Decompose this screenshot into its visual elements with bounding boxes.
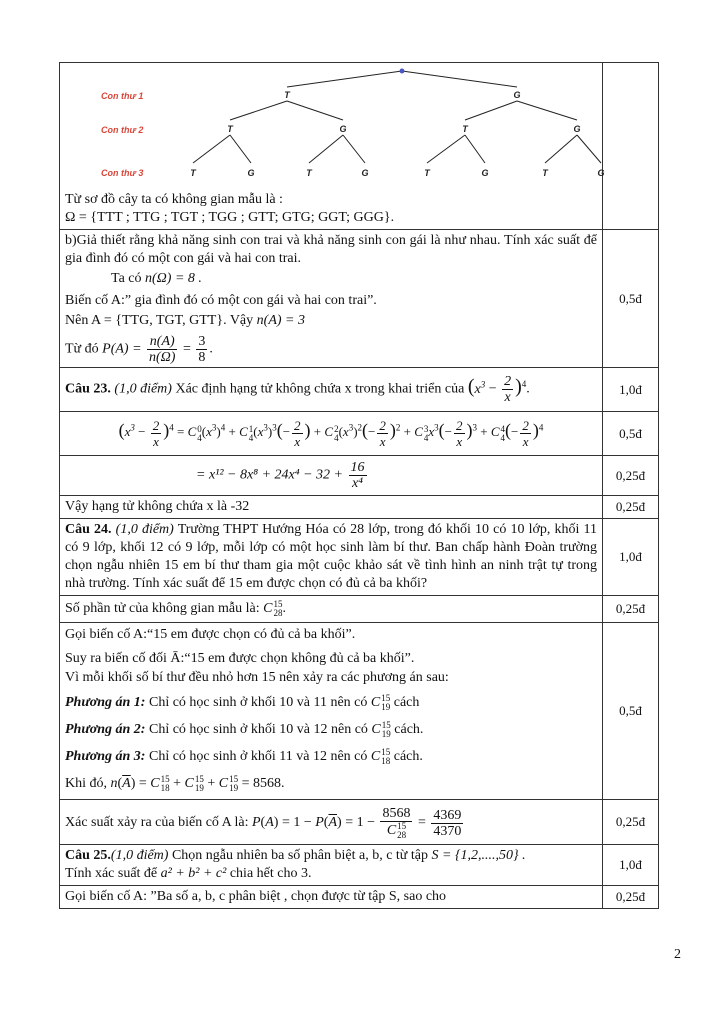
q24-points: (1,0 điểm) — [115, 522, 174, 537]
q22b-text: b)Giả thiết rằng khả năng sinh con trai và khả năng sinh con gái là như nhau. Tính xác suất để gia đình đó có một con gái và hai con trai. — [65, 233, 597, 266]
q24-text: Trường THPT Hướng Hóa có 28 lớp, trong đó khối 10 có 10 lớp, khối 11 có 9 lớp, khối 12 có 9 lớp, mỗi lớp có một học sinh làm bí thư. Ban chấp hành Đoàn trường chọn ngẫu nhiên 15 em bí thư tham gia một cuộc khảo sát về tình hình an ninh trật tự trong nhà trường. Tính xác suất để 15 em được chọn có đủ cả ba khối? — [65, 522, 597, 591]
q24-complement: Suy ra biến cố đối Ā:“15 em được chọn không đủ cả ba khối”. — [65, 651, 415, 667]
tree-node-label: G — [573, 124, 581, 134]
tree-edge — [230, 101, 287, 120]
q24-cases-score: 0,5đ — [603, 623, 659, 800]
q25-title: Câu 25. — [65, 848, 111, 864]
q23-expansion: ($x^3$ − $\frac{2}{x}$ )$^4$ = C 0 4 $(x^3)^4 + C$ 1 4 $(x^3)^3(-$ $\frac{2}{x}$ ) + C 2 4 $(x^3)^2(-$ $\frac{2}{x}$ )$^2$ + C 3 4 $x^3(-$ $\frac{2}{x}$ )$^3$ + C 4 4 (− $\frac{2}{x}$ )$^4$ — [118, 418, 544, 449]
tree-node-label: T — [306, 168, 312, 178]
tree-edge — [287, 71, 402, 87]
p-lhs: P(A) = — [102, 341, 142, 357]
q23-score: 1,0đ — [603, 368, 659, 412]
sample-space: Ω = {TTT ; TTG ; TGT ; TGG ; GTT; GTG; GGT; GGG}. — [65, 210, 395, 225]
tree-node-label: T — [462, 124, 468, 134]
q23-text: Xác định hạng tử không chứa x trong khai triển của — [175, 381, 465, 397]
row-q24 — [60, 519, 659, 596]
tree-edge — [517, 101, 577, 120]
q23-eq2: = x¹² − 8x⁸ + 24x⁴ − 32 + — [196, 467, 344, 483]
tree-node-label: T — [227, 124, 233, 134]
q22-tu-do: Từ đó — [65, 341, 99, 357]
tree-edge — [545, 135, 577, 163]
pa3-label: Phương án 3: — [65, 749, 146, 765]
tree-edge — [402, 71, 517, 87]
tree-edge — [577, 135, 601, 163]
tree-node-label: G — [361, 168, 369, 178]
tree-edge — [343, 135, 365, 163]
tree-level-label: Con thư 1 — [101, 91, 144, 101]
tree-node-label: T — [190, 168, 196, 178]
answer-table — [59, 62, 659, 909]
tree-edge — [465, 101, 517, 120]
q25-score: 1,0đ — [603, 845, 659, 886]
row-q23-eq2 — [60, 456, 659, 496]
q25-expr: a² + b² + c² — [160, 866, 227, 882]
row-q22b: b)Giả thiết rằng khả năng sinh con trai và khả năng sinh con gái là như nhau. Tính xác suất để gia đình đó có một con gái và hai con trai. Ta có n(Ω) = 8 . Biến cố A:” gia đình đó có một con gái và hai con trai”. Nên A = {TTG, TGT, GTT}. Vậy n(A) = 3 Từ đó P(A) = $\frac{n(A)}{n(\Omega)}$ = $\frac{3}{8}$ . 0,5đ — [60, 230, 659, 368]
tree-node-label: G — [339, 124, 347, 134]
q24-prob-text: Xác suất xảy ra của biến cố A là: — [65, 815, 249, 831]
q22-score: 0,5đ — [603, 230, 659, 368]
tree-level-label: Con thư 2 — [101, 125, 144, 135]
q25-last-score: 0,25đ — [603, 886, 659, 909]
q25-text: Chọn ngẫu nhiên ba số phân biệt a, b, c từ tập — [171, 848, 428, 864]
pa2-label: Phương án 2: — [65, 722, 146, 738]
q24-title: Câu 24. — [65, 522, 112, 537]
tree-node-label: G — [597, 168, 605, 178]
q23-eq2-score: 0,25đ — [603, 456, 659, 496]
tree-node-label: T — [542, 168, 548, 178]
q23-points: (1,0 điểm) — [114, 381, 172, 397]
row-q25: Câu 25.(1,0 điểm) Chọn ngẫu nhiên ba số phân biệt a, b, c từ tập S = {1,2,....,50} . Tính xác suất để a² + b² + c² chia hết cho 3. 1,0đ — [60, 845, 659, 886]
q24-score: 1,0đ — [603, 519, 659, 596]
q24-prob-score: 0,25đ — [603, 800, 659, 845]
row-tree — [60, 63, 659, 230]
q24-total: Khi đó, $n(\overline{A}) = C$ 15 18 + C 15 19 + C 15 19 = 8568. — [65, 774, 285, 793]
q24-prob-fraction: 8568 C 15 28 — [382, 806, 411, 841]
tree-edge — [193, 135, 230, 163]
q24-sample-score: 0,25đ — [603, 596, 659, 623]
q23-expr: ( — [467, 375, 475, 398]
tree-edge — [230, 135, 251, 163]
tree-node-label: T — [424, 168, 430, 178]
row-q23-eq1 — [60, 412, 659, 456]
page-number: 2 — [674, 947, 681, 962]
tree-level-label: Con thư 3 — [101, 168, 144, 178]
q22-nen: Nên A = {TTG, TGT, GTT}. Vậy — [65, 313, 254, 328]
tree-caption: Từ sơ đồ cây ta có không gian mẫu là : — [65, 192, 283, 207]
q23-conclusion: Vậy hạng tử không chứa x là -32 — [65, 499, 250, 514]
tree-node-label: T — [284, 90, 290, 100]
q23-title: Câu 23. — [65, 381, 111, 397]
q23-eq2-fraction: $\frac{16}{\text{x⁴}}$ — [350, 460, 365, 491]
q22-event: Biến cố A:” gia đình đó có một con gái và hai con trai”. — [65, 293, 377, 308]
tree-node-label: G — [513, 90, 521, 100]
tree-edge — [427, 135, 465, 163]
tree-root-node — [400, 69, 405, 74]
q25-set: S = {1,2,....,50} . — [431, 848, 526, 864]
row-q23: Câu 23. (1,0 điểm) Xác định hạng tử không chứa x trong khai triển của ($x^3$ − $\frac{2}{x}$ )$^4$. 1,0đ — [60, 368, 659, 412]
row-q24-sample: Số phần tử của không gian mẫu là: C 15 28 . 0,25đ — [60, 596, 659, 623]
q23-eq1-score: 0,5đ — [603, 412, 659, 456]
q25-last: Gọi biến cố A: ”Ba số a, b, c phân biệt , chọn được từ tập S, sao cho — [65, 889, 447, 905]
row-q24-prob: Xác suất xảy ra của biến cố A là: $P(A) = 1 - P(\overline{A}) = 1$ − 8568 C 15 28 = $\frac{4369}{4370}$ 0,25đ — [60, 800, 659, 845]
q23-conclusion-score: 0,25đ — [603, 496, 659, 519]
row-q24-cases: Gọi biến cố A:“15 em được chọn có đủ cả ba khối”. Suy ra biến cố đối Ā:“15 em được chọn không đủ cả ba khối”. Vì mỗi khối số bí thư đều nhỏ hơn 15 nên xảy ra các phương án sau: Phương án 1: Chỉ có học sinh ở khối 10 và 11 nên có C 15 19 cách Phương án 2: Chỉ có học sinh ở khối 10 và 12 nên có C 15 19 cách. Phương án 3: Chỉ có học sinh ở khối 11 và 12 nên có C 15 18 cách. Khi đó, $n(\overline{A}) = C$ 15 18 + C 15 19 + C 15 19 = 8568. 0,5đ — [60, 623, 659, 800]
tree-node-label: G — [247, 168, 255, 178]
n-a: n(A) = 3 — [256, 313, 305, 328]
n-omega: n(Ω) = 8 . — [145, 271, 202, 286]
tree-node-label: G — [481, 168, 489, 178]
q24-reason: Vì mỗi khối số bí thư đều nhỏ hơn 15 nên xảy ra các phương án sau: — [65, 670, 449, 686]
row-q23-conclusion — [60, 496, 659, 519]
tree-edge — [309, 135, 343, 163]
q24-sample: Số phần tử của không gian mẫu là: — [65, 601, 260, 617]
p-fraction: $\frac{n(A)}{n(\Omega)}$ — [149, 334, 176, 365]
tree-edge — [287, 101, 343, 120]
p-result: $\frac{3}{8}$ — [198, 334, 206, 365]
tree-diagram — [65, 63, 605, 191]
ta-co: Ta có — [111, 271, 142, 286]
q25-points: (1,0 điểm) — [110, 848, 169, 864]
q24-prob-result: $\frac{4369}{4370}$ — [433, 807, 462, 839]
pa1-label: Phương án 1: — [65, 695, 146, 711]
row-q25-last — [60, 886, 659, 909]
q24-event: Gọi biến cố A:“15 em được chọn có đủ cả ba khối”. — [65, 627, 356, 643]
tree-edge — [465, 135, 485, 163]
